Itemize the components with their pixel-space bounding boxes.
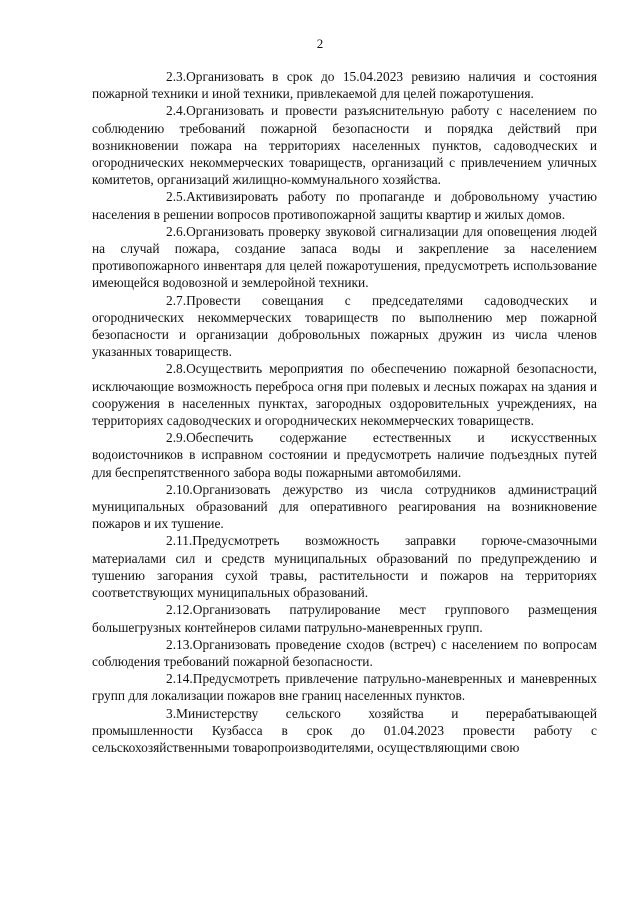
paragraph-text: Предусмотреть привлечение патрульно-маневренных и маневренных групп для локализации пожаров вне границ населенных пунктов. xyxy=(92,671,597,704)
paragraph-number: 2.7. xyxy=(166,292,187,308)
page-number: 2 xyxy=(316,36,324,51)
paragraph-2-9 xyxy=(92,429,597,481)
paragraph-2-8 xyxy=(92,360,597,429)
paragraph-text: Активизировать работу по пропаганде и добровольному участию населения в решении вопросов противопожарной защиты квартир и жилых домов. xyxy=(92,189,597,222)
paragraph-text: Предусмотреть возможность заправки горюче-смазочными материалами сил и средств муниципальных образований по предупреждению и тушению загорания сухой травы, растительности и пожаров на территориях соответствующих муниципальных образований. xyxy=(92,533,597,601)
paragraph-text: Осуществить мероприятия по обеспечению пожарной безопасности, исключающие возможность переброса огня при полевых и лесных пожарах на здания и сооружения в населенных пунктах, загородных оздоровительных учреждениях, на территориях садоводческих и огороднических некоммерческих товариществ. xyxy=(92,361,597,429)
paragraph-text: Организовать патрулирование мест группового размещения большегрузных контейнеров силами патрульно-маневренных групп. xyxy=(92,602,597,635)
paragraph-number: 2.13. xyxy=(166,636,193,652)
paragraph-text: Обеспечить содержание естественных и искусственных водоисточников в исправном состоянии и предусмотреть наличие подъездных путей для беспрепятственного забора воды пожарными автомобилями. xyxy=(92,430,597,480)
paragraph-2-14 xyxy=(92,670,597,704)
paragraph-2-6 xyxy=(92,223,597,292)
paragraph-text: Министерству сельского хозяйства и перерабатывающей промышленности Кузбасса в срок до 01.04.2023 провести работу с сельскохозяйственными товаропроизводителями, осуществляющими свою xyxy=(92,705,597,755)
paragraph-2-4 xyxy=(92,102,597,188)
paragraph-text: Организовать в срок до 15.04.2023 ревизию наличия и состояния пожарной техники и иной техники, привлекаемой для целей пожаротушения. xyxy=(92,69,597,102)
paragraph-3 xyxy=(92,705,597,757)
paragraph-number: 2.12. xyxy=(166,602,193,618)
paragraph-2-12 xyxy=(92,601,597,635)
paragraph-number: 2.14. xyxy=(166,671,193,687)
paragraph-2-3 xyxy=(92,68,597,102)
paragraph-number: 2.4. xyxy=(166,103,187,119)
paragraph-text: Организовать дежурство из числа сотрудников администраций муниципальных образований для оперативного реагирования на возникновение пожаров и их тушение. xyxy=(92,481,597,532)
paragraph-text: Организовать проведение сходов (встреч) с населением по вопросам соблюдения требований пожарной безопасности. xyxy=(92,636,597,669)
paragraph-text: Провести совещания с председателями садоводческих и огороднических некоммерческих товариществ по выполнению мер пожарной безопасности и организации добровольных пожарных дружин из числа членов указанных товариществ. xyxy=(92,292,597,360)
paragraph-number: 2.9. xyxy=(166,430,187,446)
paragraph-number: 2.8. xyxy=(166,361,187,377)
paragraph-text: Организовать и провести разъяснительную работу с населением по соблюдению требований пожарной безопасности и порядка действий при возникновении пожара на территориях населенных пунктов, садоводческих и огороднических некоммерческих товариществ, организаций с привлечением уличных комитетов, организаций жилищно-коммунального хозяйства. xyxy=(92,103,597,188)
paragraph-text: Организовать проверку звуковой сигнализации для оповещения людей на случай пожара, создание запаса воды и закрепление за населением противопожарного инвентаря для целей пожаротушения, предусмотреть использование имеющейся водовозной и землеройной техники. xyxy=(92,223,597,291)
paragraph-2-5 xyxy=(92,188,597,222)
paragraph-number: 2.6. xyxy=(166,223,187,239)
paragraph-number: 3. xyxy=(166,705,177,721)
paragraph-2-11 xyxy=(92,532,597,601)
paragraph-2-13 xyxy=(92,636,597,670)
document-body xyxy=(92,68,597,756)
paragraph-2-10 xyxy=(92,481,597,533)
paragraph-2-7 xyxy=(92,292,597,361)
paragraph-number: 2.5. xyxy=(166,189,187,205)
paragraph-number: 2.3. xyxy=(166,69,187,84)
paragraph-number: 2.10. xyxy=(166,481,193,497)
paragraph-number: 2.11. xyxy=(166,533,193,549)
